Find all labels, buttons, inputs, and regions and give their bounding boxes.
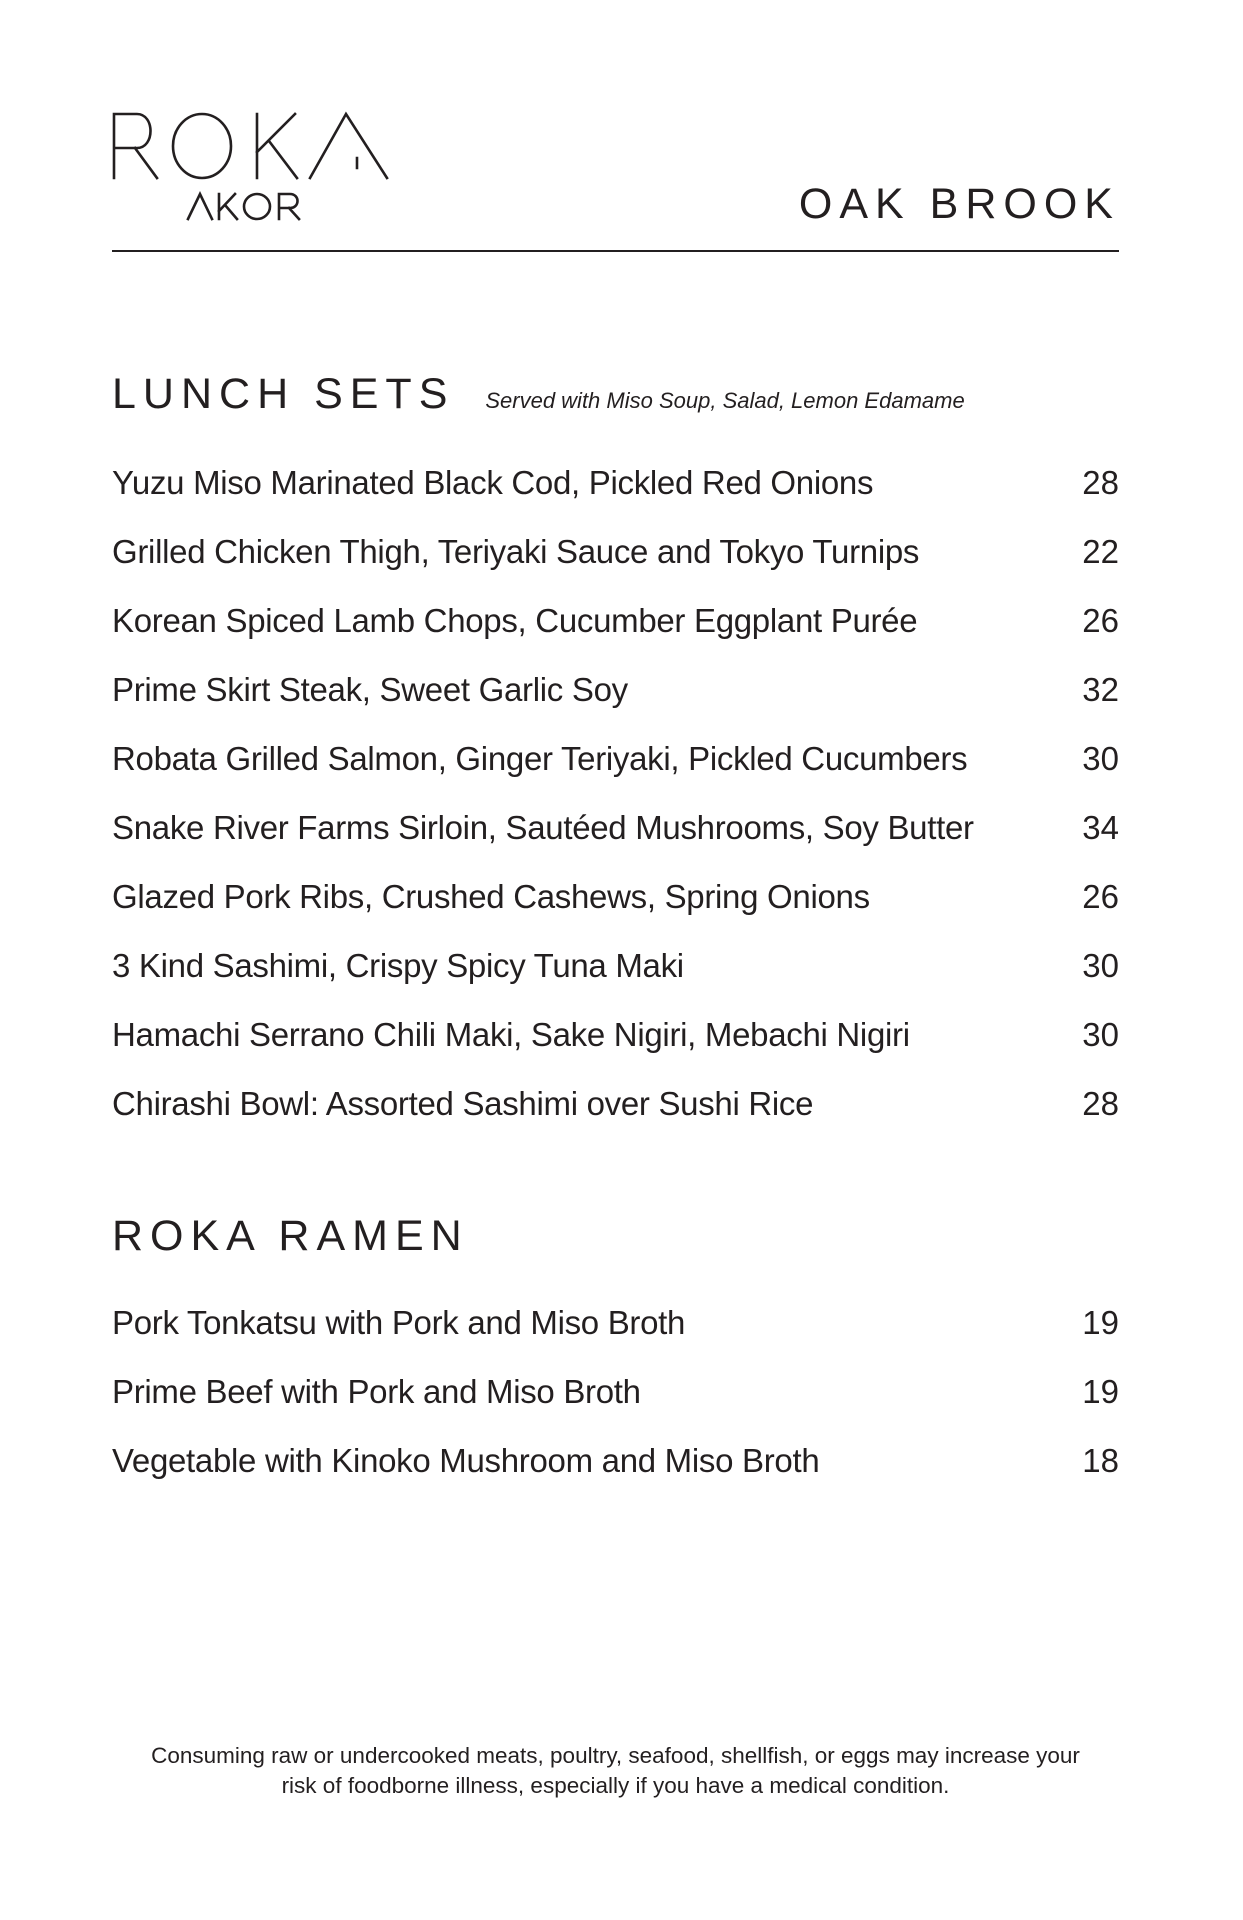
menu-item [112, 448, 1119, 517]
item-name: Vegetable with Kinoko Mushroom and Miso Broth [112, 1442, 820, 1479]
menu-item [112, 517, 1119, 586]
item-name: Snake River Farms Sirloin, Sautéed Mushrooms, Soy Butter [112, 809, 974, 846]
item-name: Glazed Pork Ribs, Crushed Cashews, Spring Onions [112, 878, 870, 915]
menu-item [112, 862, 1119, 931]
menu-item [112, 724, 1119, 793]
item-price: 30 [1082, 947, 1119, 984]
item-price: 18 [1082, 1442, 1119, 1479]
roka-ramen-heading [112, 1212, 469, 1260]
item-price: 26 [1082, 878, 1119, 915]
menu-item [112, 1288, 1119, 1357]
item-name: Prime Beef with Pork and Miso Broth [112, 1373, 641, 1410]
menu-item [112, 1069, 1119, 1138]
food-safety-disclaimer [112, 1741, 1119, 1801]
item-price: 22 [1082, 533, 1119, 570]
menu-item [112, 655, 1119, 724]
item-name: Hamachi Serrano Chili Maki, Sake Nigiri, Mebachi Nigiri [112, 1016, 910, 1053]
lunch-sets-heading [112, 370, 965, 418]
item-price: 32 [1082, 671, 1119, 708]
item-name: Prime Skirt Steak, Sweet Garlic Soy [112, 671, 628, 708]
roka-akor-logo [111, 110, 391, 228]
disclaimer-line: Consuming raw or undercooked meats, poultry, seafood, shellfish, or eggs may increase your [151, 1743, 1080, 1768]
roka-ramen-list [112, 1288, 1119, 1495]
item-price: 30 [1082, 740, 1119, 777]
item-price: 28 [1082, 464, 1119, 501]
item-name: Yuzu Miso Marinated Black Cod, Pickled Red Onions [112, 464, 874, 501]
item-price: 19 [1082, 1373, 1119, 1410]
item-price: 26 [1082, 602, 1119, 639]
menu-item [112, 1357, 1119, 1426]
location-title: OAK BROOK [798, 180, 1120, 228]
disclaimer-line: risk of foodborne illness, especially if you have a medical condition. [281, 1773, 950, 1798]
item-name: 3 Kind Sashimi, Crispy Spicy Tuna Maki [112, 947, 684, 984]
lunch-sets-list [112, 448, 1119, 1138]
item-name: Korean Spiced Lamb Chops, Cucumber Eggplant Purée [112, 602, 918, 639]
item-name: Grilled Chicken Thigh, Teriyaki Sauce and Tokyo Turnips [112, 533, 920, 570]
menu-item [112, 1000, 1119, 1069]
header-divider [112, 250, 1119, 252]
item-name: Robata Grilled Salmon, Ginger Teriyaki, Pickled Cucumbers [112, 740, 968, 777]
item-price: 34 [1082, 809, 1119, 846]
menu-item [112, 793, 1119, 862]
menu-item [112, 931, 1119, 1000]
item-price: 19 [1082, 1304, 1119, 1341]
item-name: Chirashi Bowl: Assorted Sashimi over Sushi Rice [112, 1085, 814, 1122]
item-name: Pork Tonkatsu with Pork and Miso Broth [112, 1304, 686, 1341]
menu-item [112, 586, 1119, 655]
item-price: 30 [1082, 1016, 1119, 1053]
lunch-sets-note: Served with Miso Soup, Salad, Lemon Edamame [485, 388, 965, 413]
menu-item [112, 1426, 1119, 1495]
lunch-sets-title: LUNCH SETS [112, 370, 455, 418]
roka-ramen-title: ROKA RAMEN [112, 1212, 469, 1260]
item-price: 28 [1082, 1085, 1119, 1122]
